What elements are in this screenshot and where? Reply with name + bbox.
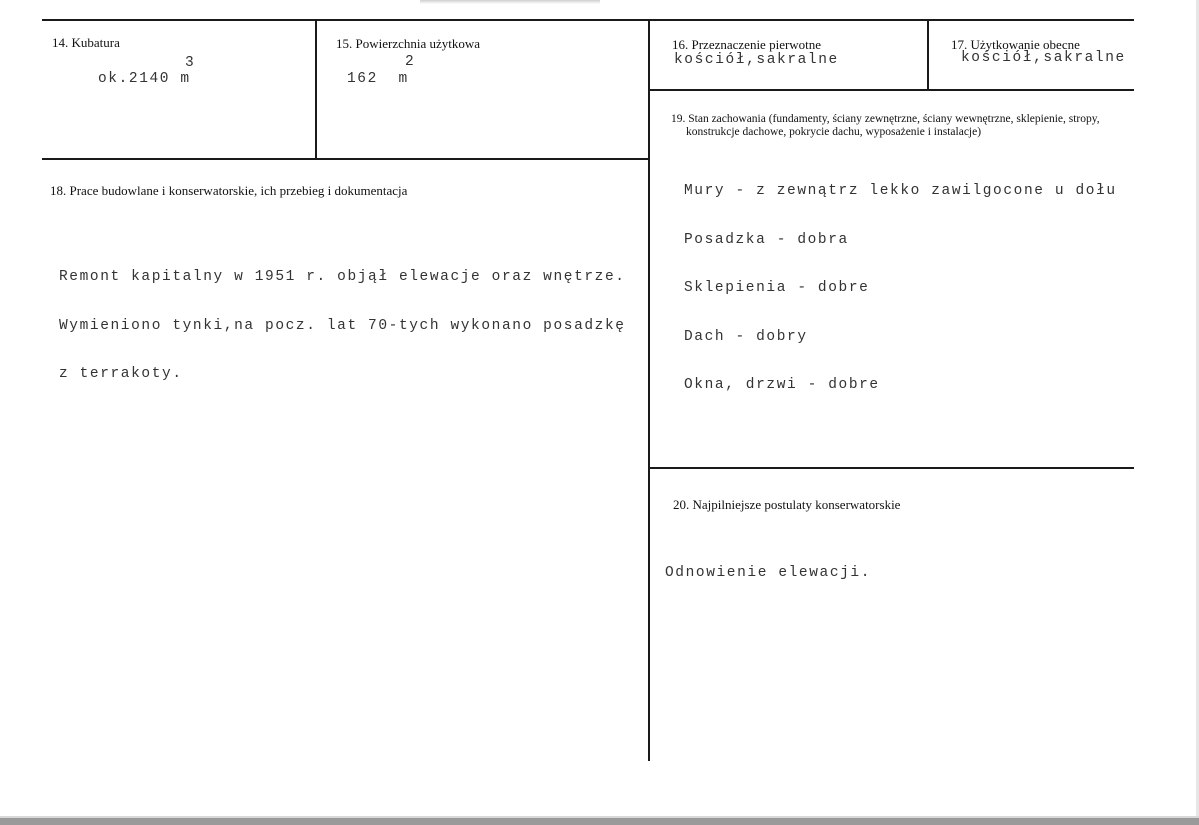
line-under-19 bbox=[648, 467, 1134, 469]
kubatura-exponent: 3 bbox=[185, 55, 196, 71]
uzytkowanie-value: kościół,sakralne bbox=[961, 50, 1126, 66]
stan-line-1: Mury - z zewnątrz lekko zawilgocone u dołu bbox=[684, 183, 1117, 199]
stan-text bbox=[684, 151, 1117, 410]
postulaty-value: Odnowienie elewacji. bbox=[665, 565, 872, 581]
powierzchnia-label: 15. Powierzchnia użytkowa bbox=[336, 36, 481, 51]
powierzchnia-exponent: 2 bbox=[405, 54, 416, 70]
divider-15-16 bbox=[648, 19, 650, 761]
prace-label: 18. Prace budowlane i konserwatorskie, ich przebieg i dokumentacja bbox=[50, 183, 408, 198]
przeznaczenie-label: 16. Przeznaczenie pierwotne bbox=[672, 37, 822, 52]
kubatura-value: ok.2140 m bbox=[98, 71, 191, 87]
prace-line-2: Wymieniono tynki,na pocz. lat 70-tych wykonano posadzkę bbox=[59, 317, 626, 334]
page-bottom-edge bbox=[0, 818, 1199, 825]
kubatura-label: 14. Kubatura bbox=[52, 35, 120, 50]
prace-line-3: z terrakoty. bbox=[59, 366, 183, 382]
line-under-16-17 bbox=[648, 89, 1134, 91]
stan-line-5: Okna, drzwi - dobre bbox=[684, 377, 880, 393]
stan-line-2: Posadzka - dobra bbox=[684, 231, 849, 248]
stan-label-line-2: konstrukcje dachowe, pokrycie dachu, wyposażenie i instalacje) bbox=[686, 126, 982, 138]
divider-14-15 bbox=[315, 19, 317, 160]
prace-text bbox=[59, 237, 626, 399]
divider-16-17 bbox=[927, 19, 929, 90]
page-top-shadow bbox=[420, 0, 600, 4]
stan-line-3: Sklepienia - dobre bbox=[684, 280, 870, 296]
top-border-line bbox=[42, 19, 1134, 21]
powierzchnia-value: 162 m bbox=[347, 71, 409, 87]
postulaty-label: 20. Najpilniejsze postulaty konserwatorskie bbox=[673, 497, 901, 512]
przeznaczenie-value: kościół,sakralne bbox=[674, 52, 839, 68]
line-under-14-15 bbox=[42, 158, 649, 160]
stan-line-4: Dach - dobry bbox=[684, 328, 808, 345]
stan-label-line-1: 19. Stan zachowania (fundamenty, ściany zewnętrzne, ściany wewnętrzne, sklepienie, stropy, bbox=[671, 113, 1100, 125]
uzytkowanie-label: 17. Użytkowanie obecne bbox=[951, 37, 1080, 52]
prace-line-1: Remont kapitalny w 1951 r. objął elewacje oraz wnętrze. bbox=[59, 269, 626, 285]
